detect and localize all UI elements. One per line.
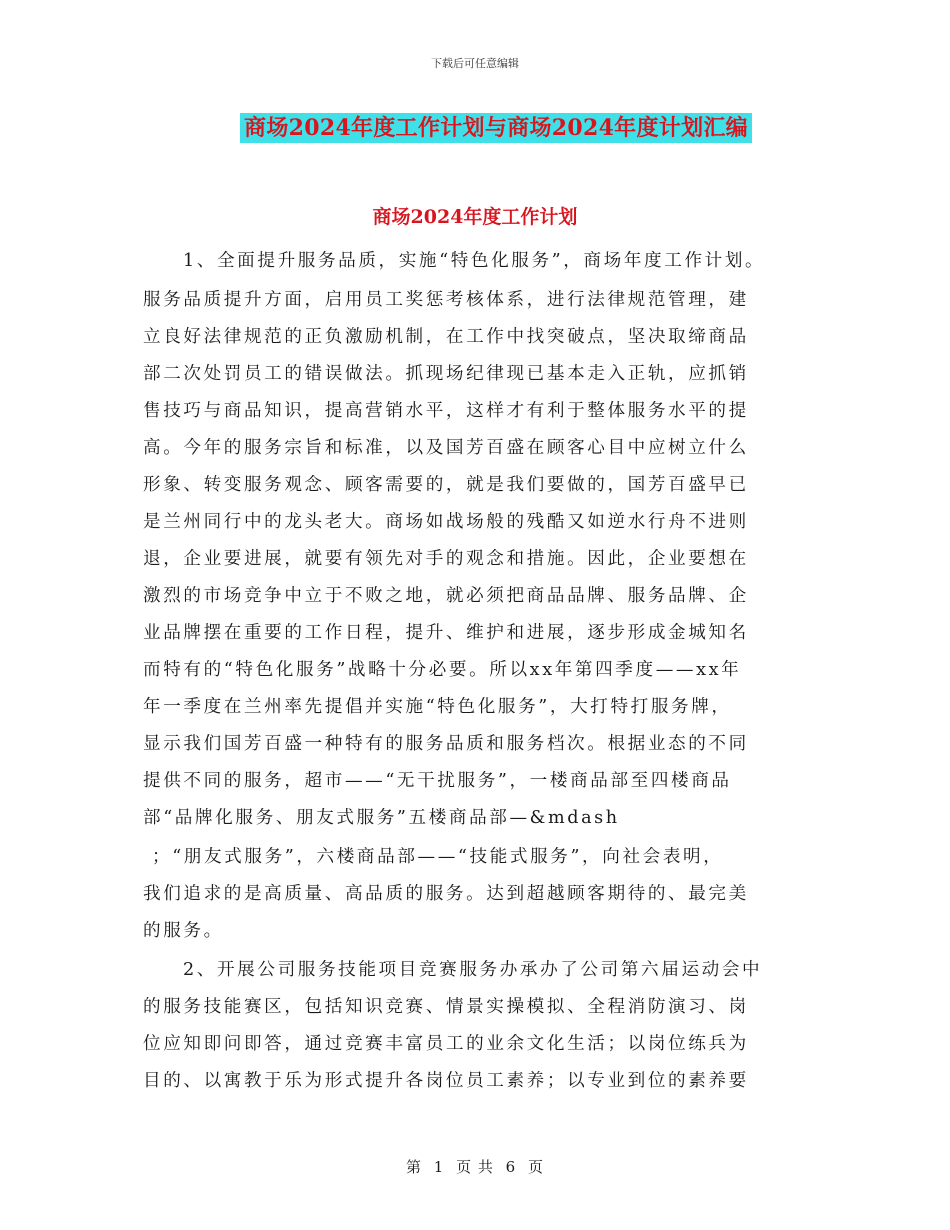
text-line: 服务品质提升方面，启用员工奖惩考核体系，进行法律规范管理，建	[143, 290, 749, 310]
footer-total-pages: 6	[505, 1158, 517, 1176]
text-line: 业品牌摆在重要的工作日程，提升、维护和进展，逐步形成金城知名	[143, 623, 749, 643]
footer-mid: 页 共	[456, 1158, 494, 1176]
text-line: 目的、以寓教于乐为形式提升各岗位员工素养；以专业到位的素养要	[143, 1071, 749, 1091]
footer-page-number: 1	[433, 1158, 445, 1176]
text-line: 提供不同的服务，超市——“无干扰服务”，一楼商品部至四楼商品	[143, 771, 732, 791]
text-line: 部“品牌化服务、朋友式服务”五楼商品部—&mdash	[143, 808, 620, 828]
text-line: 我们追求的是高质量、高品质的服务。达到超越顾客期待的、最完美	[143, 884, 749, 904]
text-line: 1、全面提升服务品质，实施“特色化服务”，商场年度工作计划。	[183, 251, 766, 271]
text-line: 形象、转变服务观念、顾客需要的，就是我们要做的，国芳百盛早已	[143, 475, 749, 495]
text-line: 年一季度在兰州率先提倡并实施“特色化服务”，大打特打服务牌，	[143, 697, 732, 717]
main-title-container	[0, 113, 950, 143]
page-footer	[0, 1156, 950, 1177]
text-line: 售技巧与商品知识，提高营销水平，这样才有利于整体服务水平的提	[143, 401, 749, 421]
footer-suffix: 页	[528, 1158, 545, 1176]
text-line: 的服务。	[143, 921, 224, 941]
text-line: 的服务技能赛区，包括知识竞赛、情景实操模拟、全程消防演习、岗	[143, 997, 749, 1017]
text-line: 是兰州同行中的龙头老大。商场如战场般的残酷又如逆水行舟不进则	[143, 512, 749, 532]
text-line: 位应知即问即答，通过竞赛丰富员工的业余文化生活；以岗位练兵为	[143, 1034, 749, 1054]
text-line: 显示我们国芳百盛一种特有的服务品质和服务档次。根据业态的不同	[143, 734, 749, 754]
text-line: 2、开展公司服务技能项目竞赛服务办承办了公司第六届运动会中	[183, 960, 763, 980]
text-line: 而特有的“特色化服务”战略十分必要。所以xx年第四季度——xx年	[143, 660, 742, 680]
sub-title: 商场2024年度工作计划	[372, 206, 578, 228]
text-line: 立良好法律规范的正负激励机制，在工作中找突破点，坚决取缔商品	[143, 327, 749, 347]
header-note: 下载后可任意编辑	[431, 57, 519, 70]
text-line: 退，企业要进展，就要有领先对手的观念和措施。因此，企业要想在	[143, 549, 749, 569]
main-title: 商场2024年度工作计划与商场2024年度计划汇编	[240, 113, 752, 143]
text-line: 激烈的市场竞争中立于不败之地，就必须把商品品牌、服务品牌、企	[143, 586, 749, 606]
text-line: 部二次处罚员工的错误做法。抓现场纪律现已基本走入正轨，应抓销	[143, 364, 749, 384]
text-line: ；“朋友式服务”，六楼商品部——“技能式服务”，向社会表明，	[152, 847, 724, 867]
text-line: 高。今年的服务宗旨和标准，以及国芳百盛在顾客心目中应树立什么	[143, 438, 749, 458]
footer-prefix: 第	[405, 1158, 422, 1176]
